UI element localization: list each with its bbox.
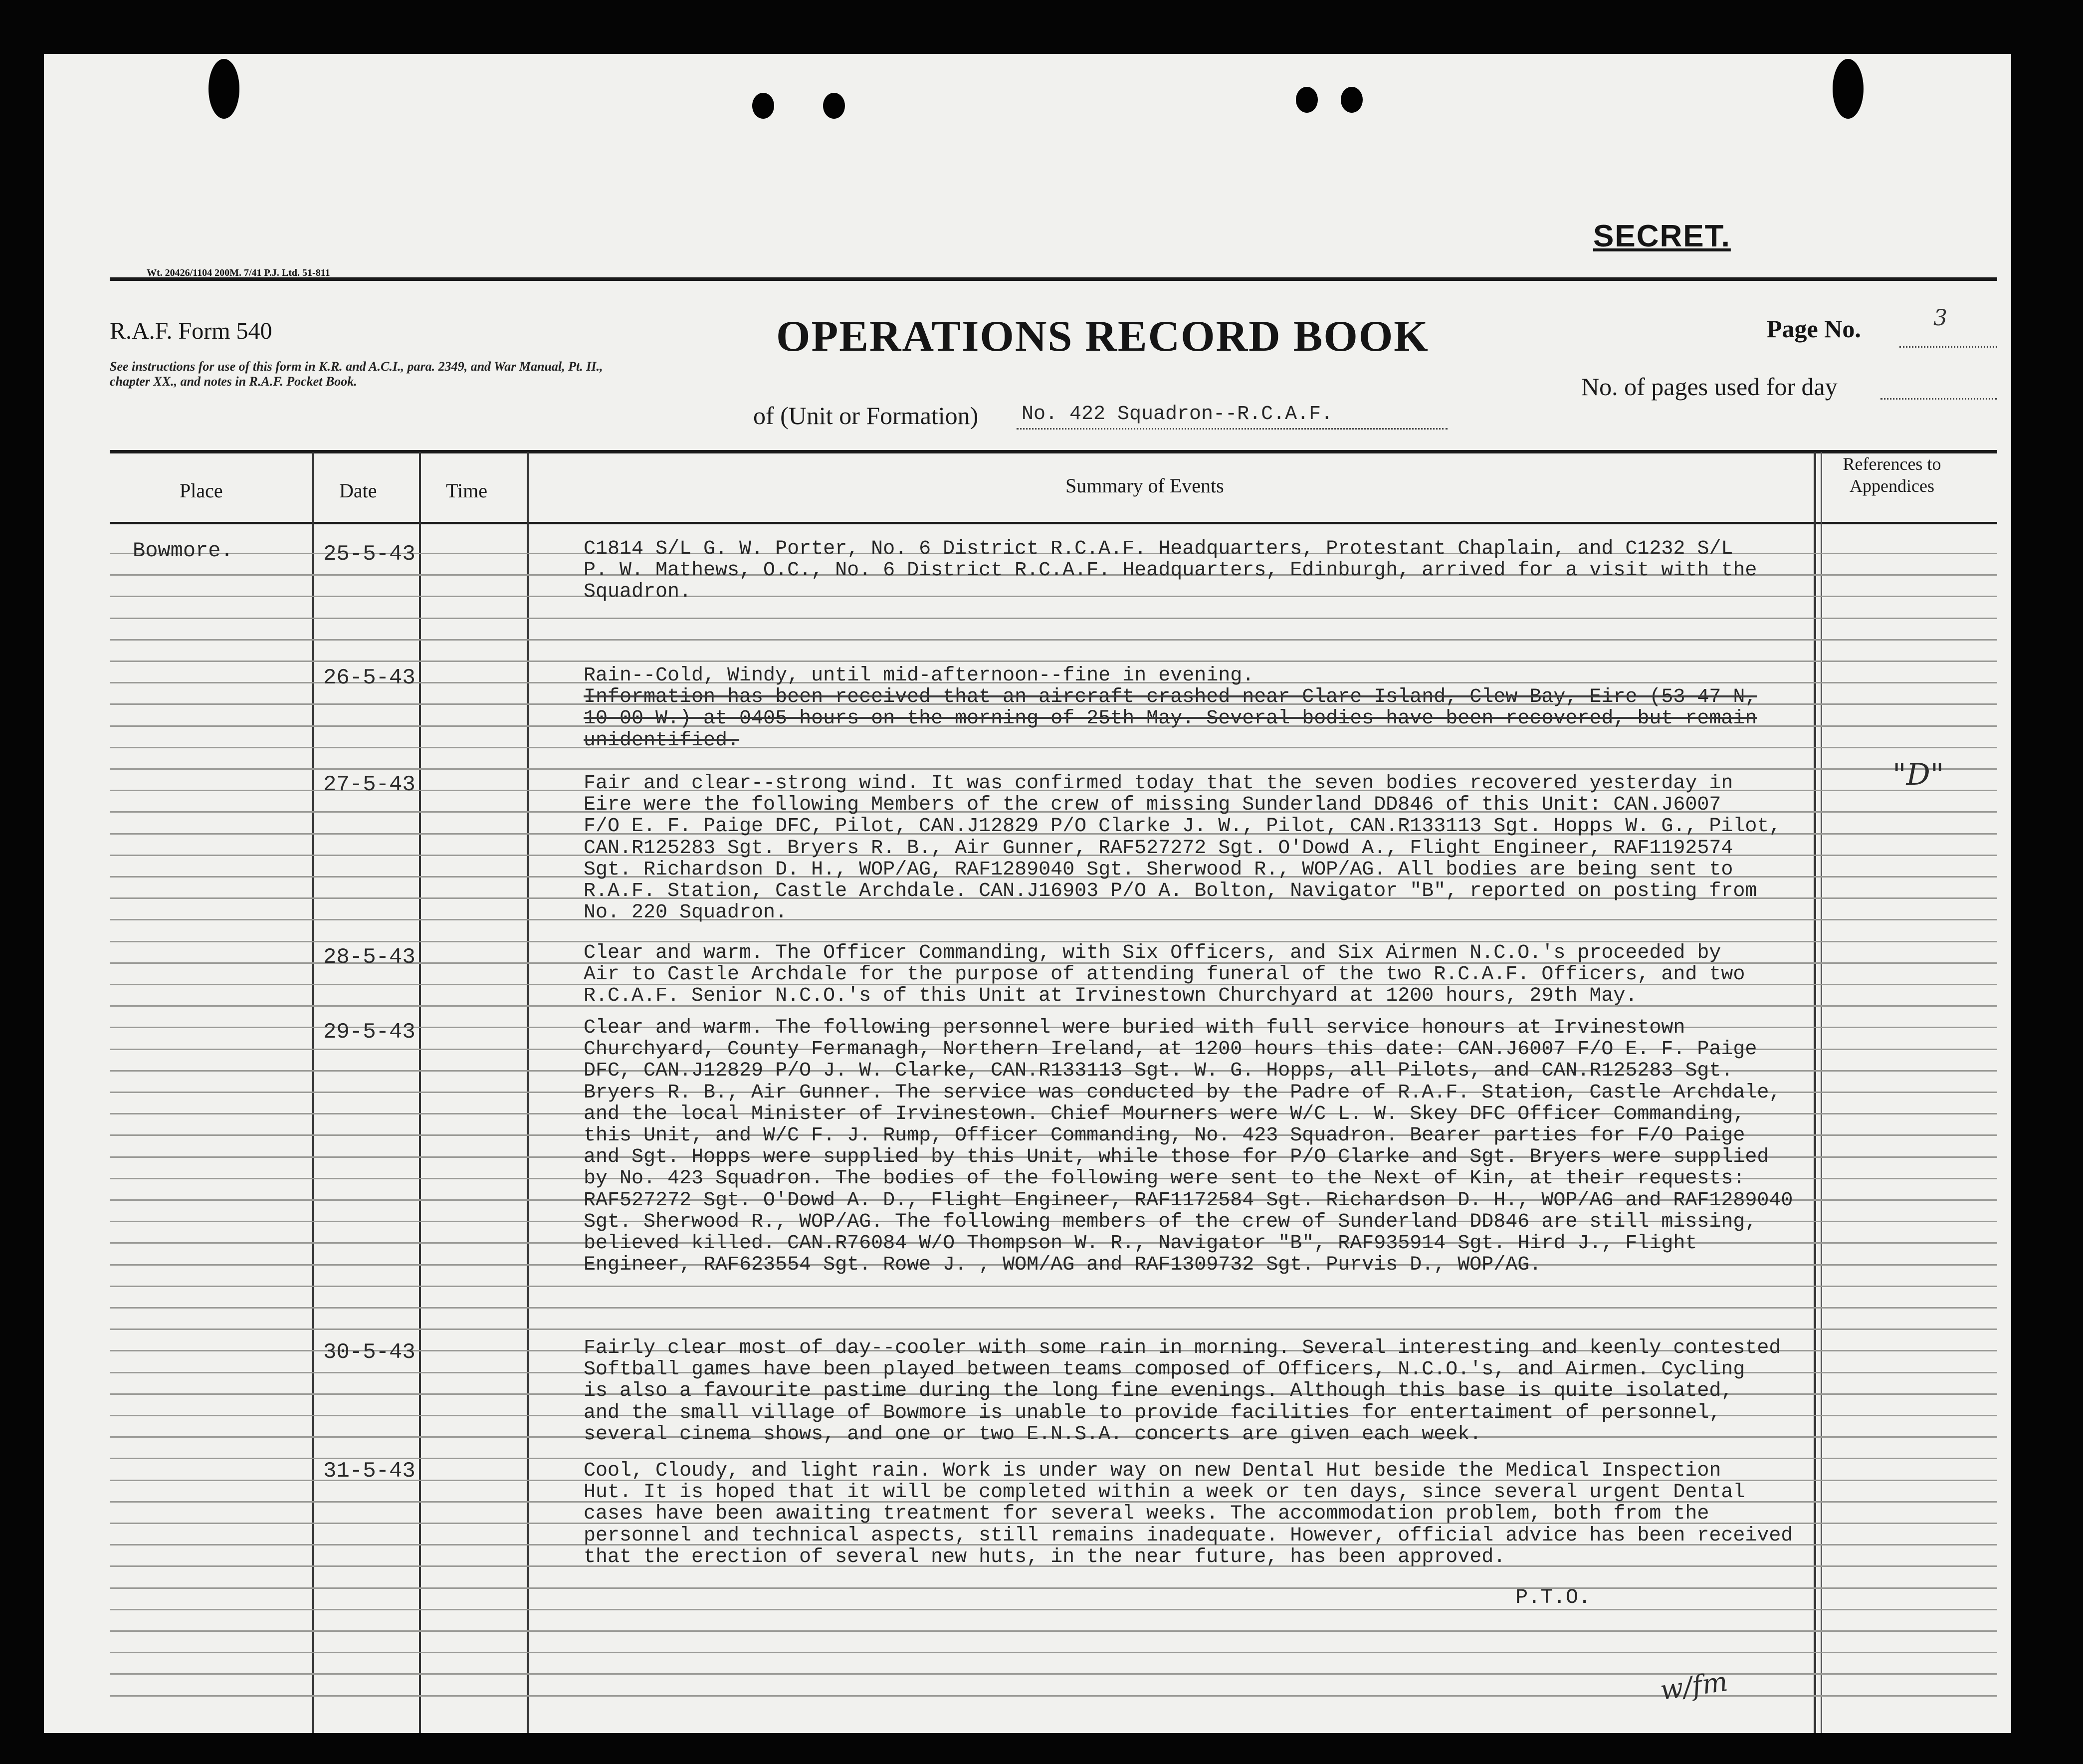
ruled-line — [110, 747, 1997, 748]
page-no-label: Page No. — [1767, 315, 1861, 343]
unit-label: of (Unit or Formation) — [753, 402, 979, 430]
entry-line: and the small village of Bowmore is unable to provide facilities for entertaiment of personnel, — [584, 1401, 1721, 1424]
unit-value: No. 422 Squadron--R.C.A.F. — [1022, 403, 1333, 426]
pages-used-dots — [1880, 398, 1997, 400]
entry-line: Sgt. Sherwood R., WOP/AG. The following members of the crew of Sunderland DD846 are still missing, — [584, 1210, 1757, 1233]
binder-hole — [208, 59, 239, 119]
entry-line: by No. 423 Squadron. The bodies of the following were sent to the Next of Kin, at their requests: — [584, 1167, 1745, 1190]
entry-line: unidentified. — [584, 729, 740, 752]
classification-stamp: SECRET. — [1593, 219, 1731, 253]
punch-hole — [1296, 87, 1318, 113]
entry-line: Sgt. Richardson D. H., WOP/AG, RAF1289040 Sgt. Sherwood R., WOP/AG. All bodies are being sent to — [584, 858, 1733, 881]
col-header-date: Date — [339, 479, 377, 502]
entry-line: Hut. It is hoped that it will be completed within a week or ten days, since several urgent Dental — [584, 1481, 1745, 1504]
form-id: R.A.F. Form 540 — [110, 318, 272, 344]
entry-line: DFC, CAN.J12829 P/O J. W. Clarke, CAN.R133113 Sgt. W. G. Hopps, all Pilots, and CAN.R125283 Sgt. — [584, 1060, 1733, 1083]
entry-line: Churchyard, County Fermanagh, Northern Ireland, at 1200 hours this date: CAN.J6007 F/O E. F. Paige — [584, 1038, 1757, 1061]
entry-line: and Sgt. Hopps were supplied by this Unit, while those for P/O Clarke and Sgt. Bryers were supplied — [584, 1146, 1769, 1169]
ruled-line — [110, 661, 1997, 662]
entry-line: Rain--Cold, Windy, until mid-afternoon--fine in evening. — [584, 664, 1254, 687]
entry-line: Information has been received that an aircraft crashed near Clare Island, Clew Bay, Eire (53 47 N, — [584, 686, 1757, 709]
binder-hole — [1833, 59, 1864, 119]
entry-line: that the erection of several new huts, in the near future, has been approved. — [584, 1545, 1506, 1568]
appendix-reference: "D" — [1892, 757, 1944, 792]
place-value: Bowmore. — [133, 539, 233, 563]
ruled-line — [110, 1328, 1997, 1330]
ruled-line — [110, 1609, 1997, 1610]
ruled-line — [110, 1286, 1997, 1287]
entry-line: Softball games have been played between teams composed of Officers, N.C.O.'s, and Airmen. Cycling — [584, 1358, 1745, 1381]
entry-line: C1814 S/L G. W. Porter, No. 6 District R.C.A.F. Headquarters, Protestant Chaplain, and C1232 S/L — [584, 538, 1733, 560]
entry-line: RAF527272 Sgt. O'Dowd A. D., Flight Engineer, RAF1172584 Sgt. Richardson D. H., WOP/AG and RAF1289040 — [584, 1189, 1793, 1212]
entry-line: several cinema shows, and one or two E.N.S.A. concerts are given each week. — [584, 1423, 1482, 1446]
entry-date: 31-5-43 — [323, 1459, 416, 1484]
ruled-line — [110, 1587, 1997, 1589]
pages-used-label: No. of pages used for day — [1581, 373, 1838, 401]
entry-line: Bryers R. B., Air Gunner. The service was conducted by the Padre of R.A.F. Station, Castle Archdale, — [584, 1081, 1781, 1104]
table-top-rule — [110, 450, 1997, 453]
form-instructions: See instructions for use of this form in K.R. and A.C.I., para. 2349, and War Manual, Pt. II., chapter XX., and notes in R.A.F. Pocket Book. — [110, 359, 603, 389]
ruled-line — [110, 1307, 1997, 1309]
entry-line: R.A.F. Station, Castle Archdale. CAN.J16903 P/O A. Bolton, Navigator "B", reported on posting from — [584, 880, 1757, 902]
page-no-dots — [1899, 346, 1997, 348]
entry-line: CAN.R125283 Sgt. Bryers R. B., Air Gunner, RAF527272 Sgt. O'Dowd A., Flight Engineer, RAF1192574 — [584, 837, 1733, 860]
printer-code: Wt. 20426/1104 200M. 7/41 P.J. Ltd. 51-811 — [147, 267, 330, 278]
header-rule — [110, 277, 1997, 281]
entry-line: Cool, Cloudy, and light rain. Work is under way on new Dental Hut beside the Medical Inspection — [584, 1460, 1721, 1482]
entry-line: Fair and clear--strong wind. It was confirmed today that the seven bodies recovered yesterday in — [584, 772, 1733, 795]
entry-date: 29-5-43 — [323, 1020, 416, 1045]
punch-hole — [823, 93, 845, 119]
entry-line: Fairly clear most of day--cooler with some rain in morning. Several interesting and keenly contested — [584, 1337, 1781, 1359]
entry-line: Air to Castle Archdale for the purpose of attending funeral of the two R.C.A.F. Officers, and two — [584, 963, 1745, 986]
page-no-value: 3 — [1933, 305, 1947, 331]
entry-line: believed killed. CAN.R76084 W/O Thompson W. R., Navigator "B", RAF935914 Sgt. Hird J., Flight — [584, 1232, 1697, 1255]
entry-line: Clear and warm. The Officer Commanding, with Six Officers, and Six Airmen N.C.O.'s proceeded by — [584, 942, 1721, 964]
entry-line: No. 220 Squadron. — [584, 901, 788, 924]
entry-line: Engineer, RAF623554 Sgt. Rowe J. , WOM/AG and RAF1309732 Sgt. Purvis D., WOP/AG. — [584, 1254, 1542, 1277]
form-sheet — [44, 54, 2011, 1733]
col-header-references: References to Appendices — [1843, 454, 1941, 496]
entry-date: 26-5-43 — [323, 665, 416, 690]
entry-line: F/O E. F. Paige DFC, Pilot, CAN.J12829 P/O Clarke J. W., Pilot, CAN.R133113 Sgt. Hopps W. G., Pilot, — [584, 815, 1781, 838]
punch-hole — [1341, 87, 1363, 113]
entry-line: Eire were the following Members of the crew of missing Sunderland DD846 of this Unit: CAN.J6007 — [584, 794, 1721, 817]
entry-line: is also a favourite pastime during the long fine evenings. Although this base is quite isolated, — [584, 1380, 1733, 1403]
pto-note: P.T.O. — [1515, 1585, 1591, 1609]
entry-date: 27-5-43 — [323, 772, 416, 797]
ruled-line — [110, 919, 1997, 920]
entry-line: Clear and warm. The following personnel were buried with full service honours at Irvinestown — [584, 1017, 1685, 1039]
ruled-line — [110, 618, 1997, 619]
entry-line: personnel and technical aspects, still remains inadequate. However, official advice has been received — [584, 1524, 1793, 1547]
col-header-time: Time — [446, 479, 488, 502]
unit-dots — [1017, 428, 1448, 430]
ruled-line — [110, 639, 1997, 641]
col-header-place: Place — [180, 479, 223, 502]
entry-date: 25-5-43 — [323, 542, 416, 567]
ruled-line — [110, 596, 1997, 597]
entry-date: 28-5-43 — [323, 945, 416, 970]
entry-line: P. W. Mathews, O.C., No. 6 District R.C.A.F. Headquarters, Edinburgh, arrived for a visit with the — [584, 559, 1757, 582]
ruled-line — [110, 1652, 1997, 1653]
page-title: OPERATIONS RECORD BOOK — [776, 312, 1429, 361]
punch-hole — [752, 93, 774, 119]
entry-line: cases have been awaiting treatment for several weeks. The accommodation problem, both from the — [584, 1503, 1709, 1526]
entry-line: Squadron. — [584, 581, 692, 604]
initials-signature: w/fm — [1658, 1665, 1730, 1707]
entry-date: 30-5-43 — [323, 1340, 416, 1365]
table-header-rule — [110, 522, 1997, 524]
entry-line: this Unit, and W/C F. J. Rump, Officer Commanding, No. 423 Squadron. Bearer parties for F/O Paige — [584, 1124, 1745, 1147]
ruled-line — [110, 1630, 1997, 1632]
ruled-line — [110, 768, 1997, 770]
col-header-summary: Summary of Events — [1065, 474, 1224, 497]
entry-line: and the local Minister of Irvinestown. Chief Mourners were W/C L. W. Skey DFC Officer Commanding, — [584, 1102, 1745, 1125]
entry-line: 10 00 W.) at 0405 hours on the morning of 25th May. Several bodies have been recovered, but remain — [584, 707, 1757, 730]
entry-line: R.C.A.F. Senior N.C.O.'s of this Unit at Irvinestown Churchyard at 1200 hours, 29th May. — [584, 985, 1638, 1008]
